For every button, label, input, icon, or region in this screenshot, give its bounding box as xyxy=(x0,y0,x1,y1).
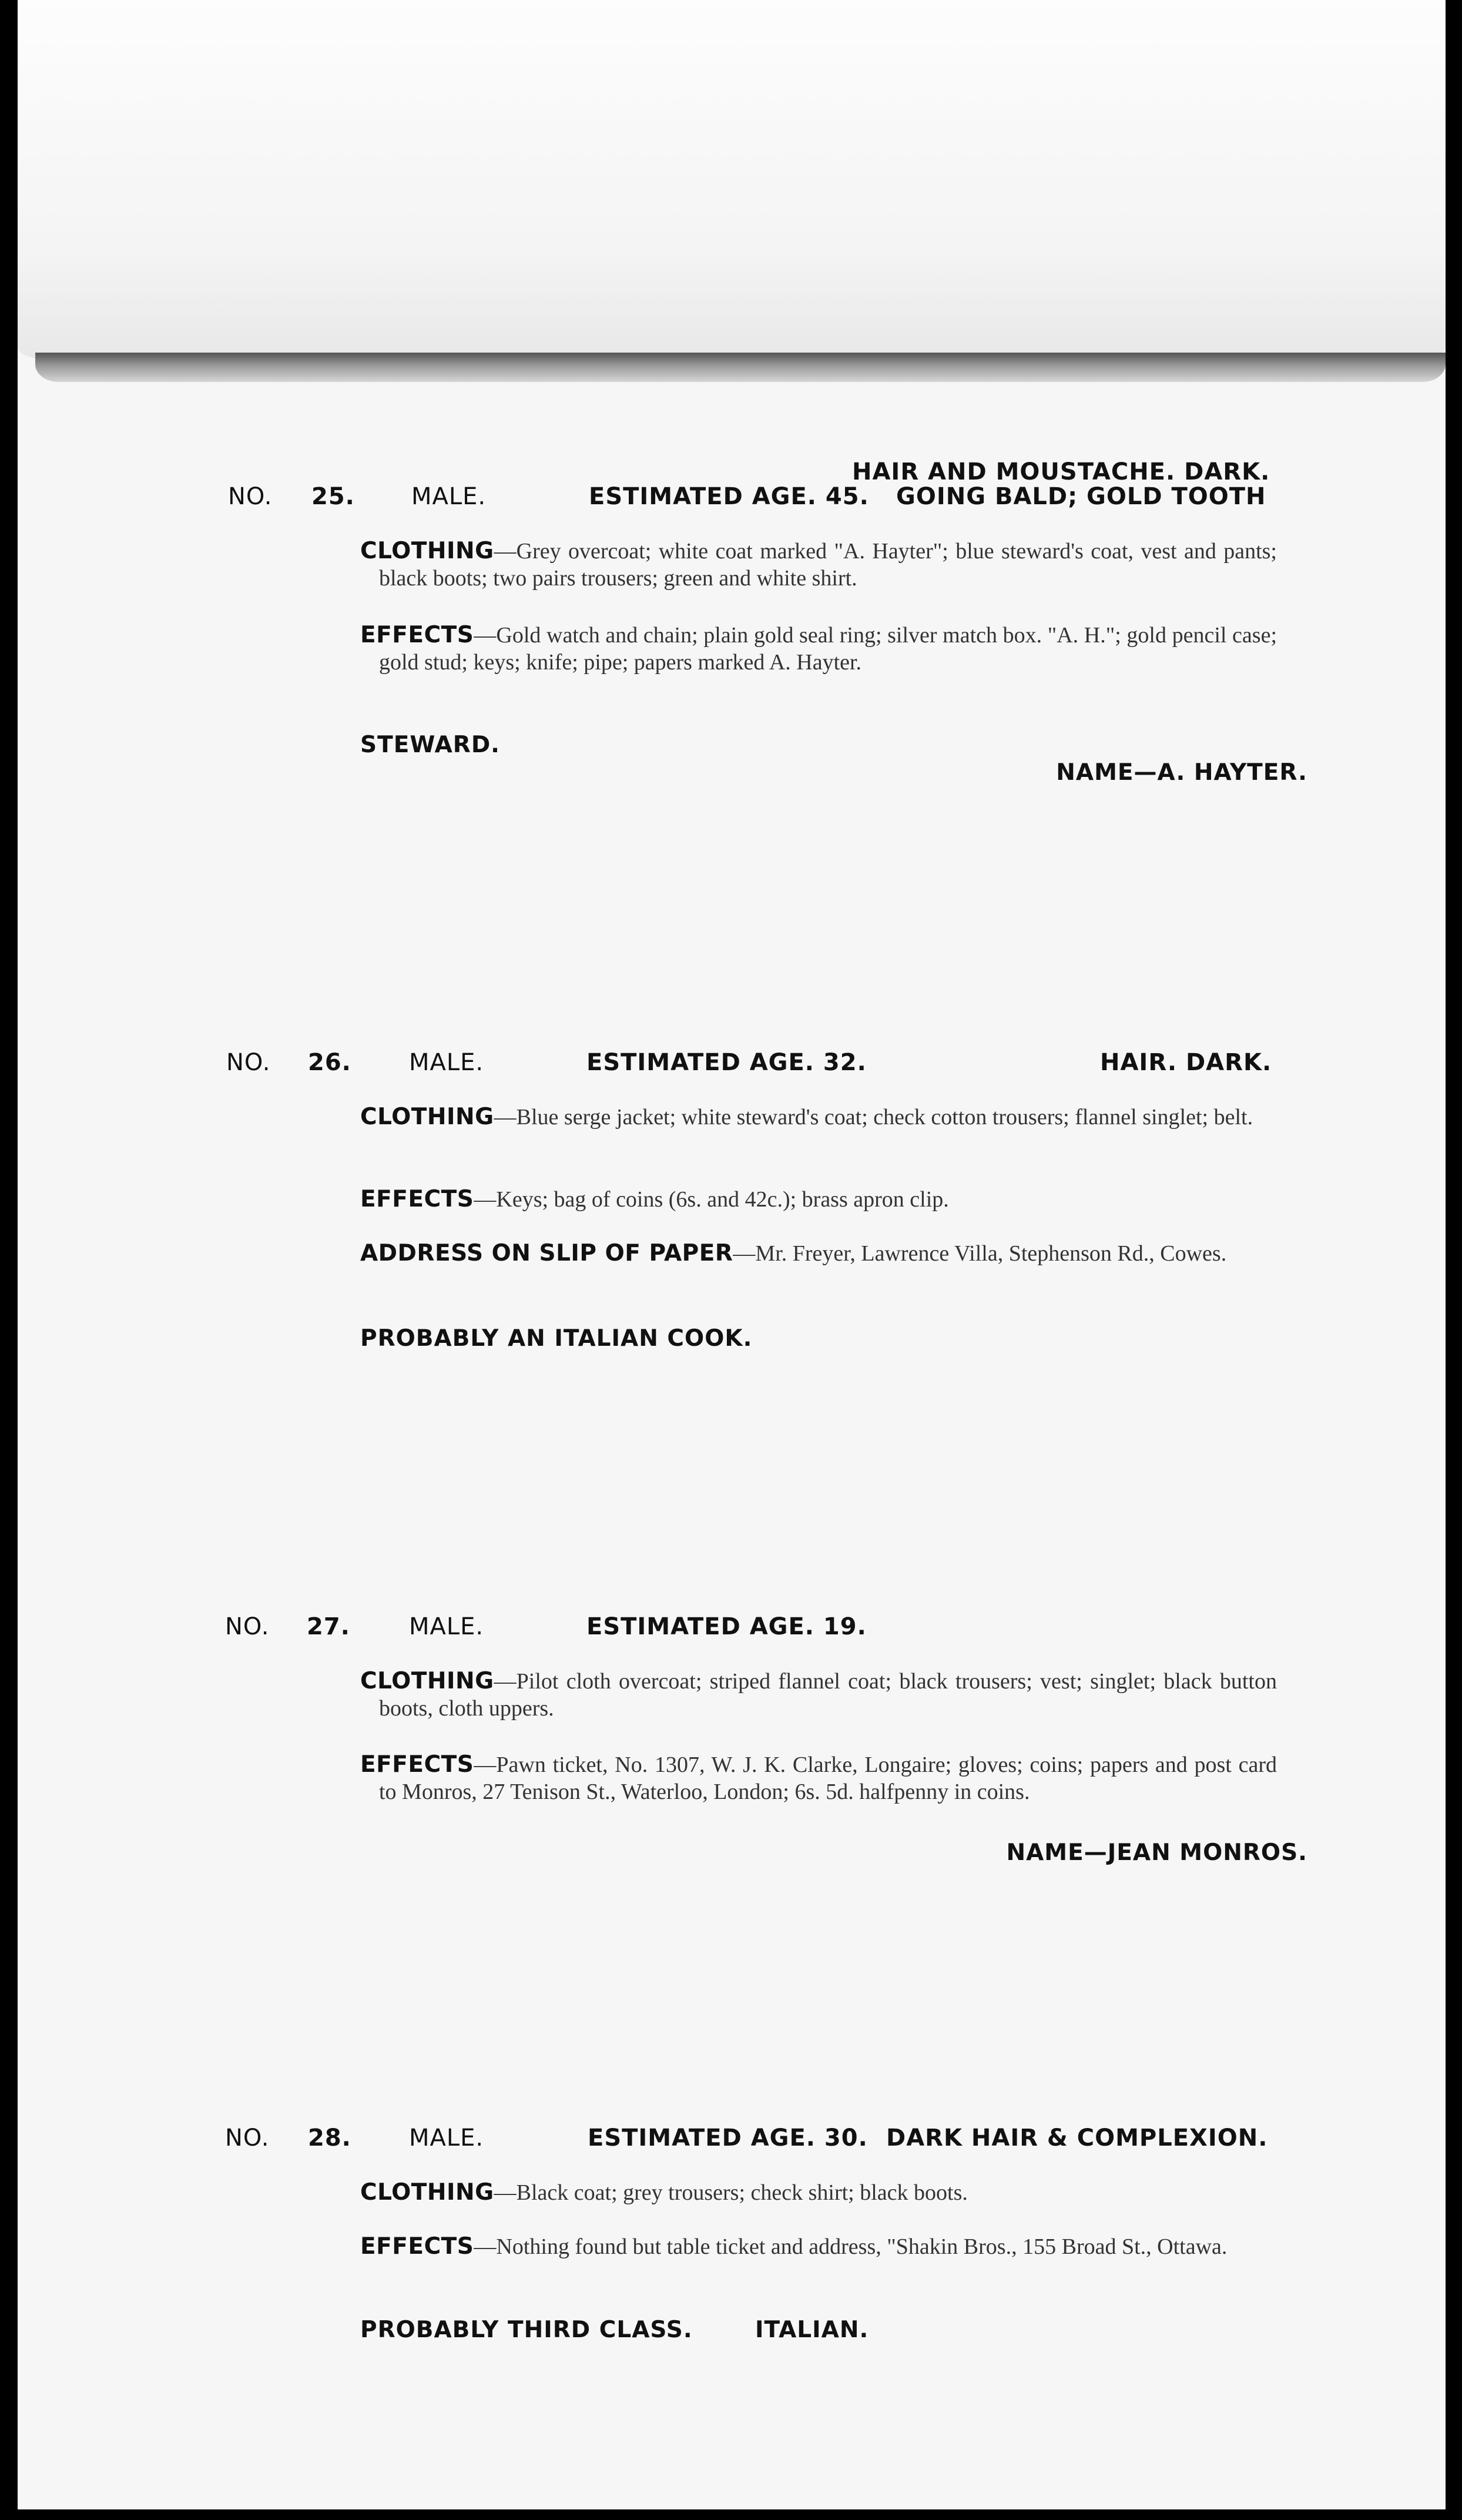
page-border xyxy=(1446,0,1462,2520)
entry-26-no-label: NO. xyxy=(226,1049,271,1076)
effects-label: EFFECTS xyxy=(360,622,474,648)
entry-25-no-label: NO. xyxy=(228,483,273,510)
entry-28-clothing xyxy=(360,2179,1277,2206)
effects-text: —Nothing found but table ticket and address, "Shakin Bros., 155 Broad St., Ottawa. xyxy=(474,2234,1228,2259)
entry-26-address xyxy=(360,1240,1277,1267)
entry-27-sex: MALE. xyxy=(409,1613,484,1640)
entry-28-extra: DARK HAIR & COMPLEXION. xyxy=(886,2124,1268,2152)
clothing-label: CLOTHING xyxy=(360,1668,494,1694)
entry-28-number: 28. xyxy=(308,2124,351,2152)
entry-27-clothing xyxy=(360,1668,1277,1722)
entry-26-extra: HAIR. DARK. xyxy=(1100,1049,1272,1076)
entry-25-sex: MALE. xyxy=(411,483,487,510)
clothing-text: —Pilot cloth overcoat; striped flannel coat; black trousers; vest; singlet; black button boots, cloth uppers. xyxy=(379,1669,1277,1721)
effects-text: —Pawn ticket, No. 1307, W. J. K. Clarke, Longaire; gloves; coins; papers and post card to Monros, 27 Tenison St., Waterloo, London; 6s. 5d. halfpenny in coins. xyxy=(379,1752,1277,1804)
entry-25-clothing xyxy=(360,538,1277,592)
entry-27-effects xyxy=(360,1751,1277,1805)
entry-27-age: ESTIMATED AGE. 19. xyxy=(586,1613,867,1640)
effects-text: —Gold watch and chain; plain gold seal ring; silver match box. "A. H."; gold pencil case; gold stud; keys; knife; pipe; papers marked A. Hayter. xyxy=(379,623,1277,675)
entry-25-note: STEWARD. xyxy=(360,732,501,758)
address-label: ADDRESS ON SLIP OF PAPER xyxy=(360,1240,733,1266)
clothing-text: —Black coat; grey trousers; check shirt; black boots. xyxy=(494,2180,968,2205)
effects-label: EFFECTS xyxy=(360,2233,474,2260)
entry-26-number: 26. xyxy=(308,1049,351,1076)
entry-26-sex: MALE. xyxy=(409,1049,484,1076)
entry-26-clothing xyxy=(360,1104,1277,1131)
clothing-label: CLOTHING xyxy=(360,2179,494,2206)
clothing-label: CLOTHING xyxy=(360,538,494,564)
folded-page-flap xyxy=(18,0,1446,358)
clothing-label: CLOTHING xyxy=(360,1104,494,1130)
entry-27-no-label: NO. xyxy=(225,1613,270,1640)
entry-25-age: ESTIMATED AGE. 45. xyxy=(589,483,869,510)
address-text: —Mr. Freyer, Lawrence Villa, Stephenson Rd., Cowes. xyxy=(733,1241,1227,1266)
entry-27-name: NAME—JEAN MONROS. xyxy=(1006,1839,1307,1866)
effects-label: EFFECTS xyxy=(360,1186,474,1212)
entry-26-effects xyxy=(360,1186,1277,1213)
entry-28-note-2: ITALIAN. xyxy=(755,2317,869,2343)
entry-28-no-label: NO. xyxy=(225,2124,270,2152)
entry-28-effects xyxy=(360,2233,1277,2260)
entry-26-note: PROBABLY AN ITALIAN COOK. xyxy=(360,1325,753,1352)
entry-25-extra-line2: GOING BALD; GOLD TOOTH xyxy=(896,483,1266,510)
entry-28-age: ESTIMATED AGE. 30. xyxy=(588,2124,868,2152)
entry-25-number: 25. xyxy=(311,483,355,510)
entry-25-name: NAME—A. HAYTER. xyxy=(1056,759,1307,786)
clothing-text: —Blue serge jacket; white steward's coat; check cotton trousers; flannel singlet; belt. xyxy=(494,1105,1253,1130)
entry-25-effects xyxy=(360,622,1277,676)
entry-25-extra-line1: HAIR AND MOUSTACHE. DARK. xyxy=(852,458,1270,485)
clothing-text: —Grey overcoat; white coat marked "A. Hayter"; blue steward's coat, vest and pants; black boots; two pairs trousers; green and white shirt. xyxy=(379,539,1277,591)
entry-27-number: 27. xyxy=(307,1613,350,1640)
entry-26-age: ESTIMATED AGE. 32. xyxy=(586,1049,867,1076)
fold-shadow xyxy=(35,353,1446,382)
entry-28-note-1: PROBABLY THIRD CLASS. xyxy=(360,2317,693,2343)
effects-label: EFFECTS xyxy=(360,1751,474,1778)
entry-28-sex: MALE. xyxy=(409,2124,484,2152)
effects-text: —Keys; bag of coins (6s. and 42c.); brass apron clip. xyxy=(474,1187,949,1212)
